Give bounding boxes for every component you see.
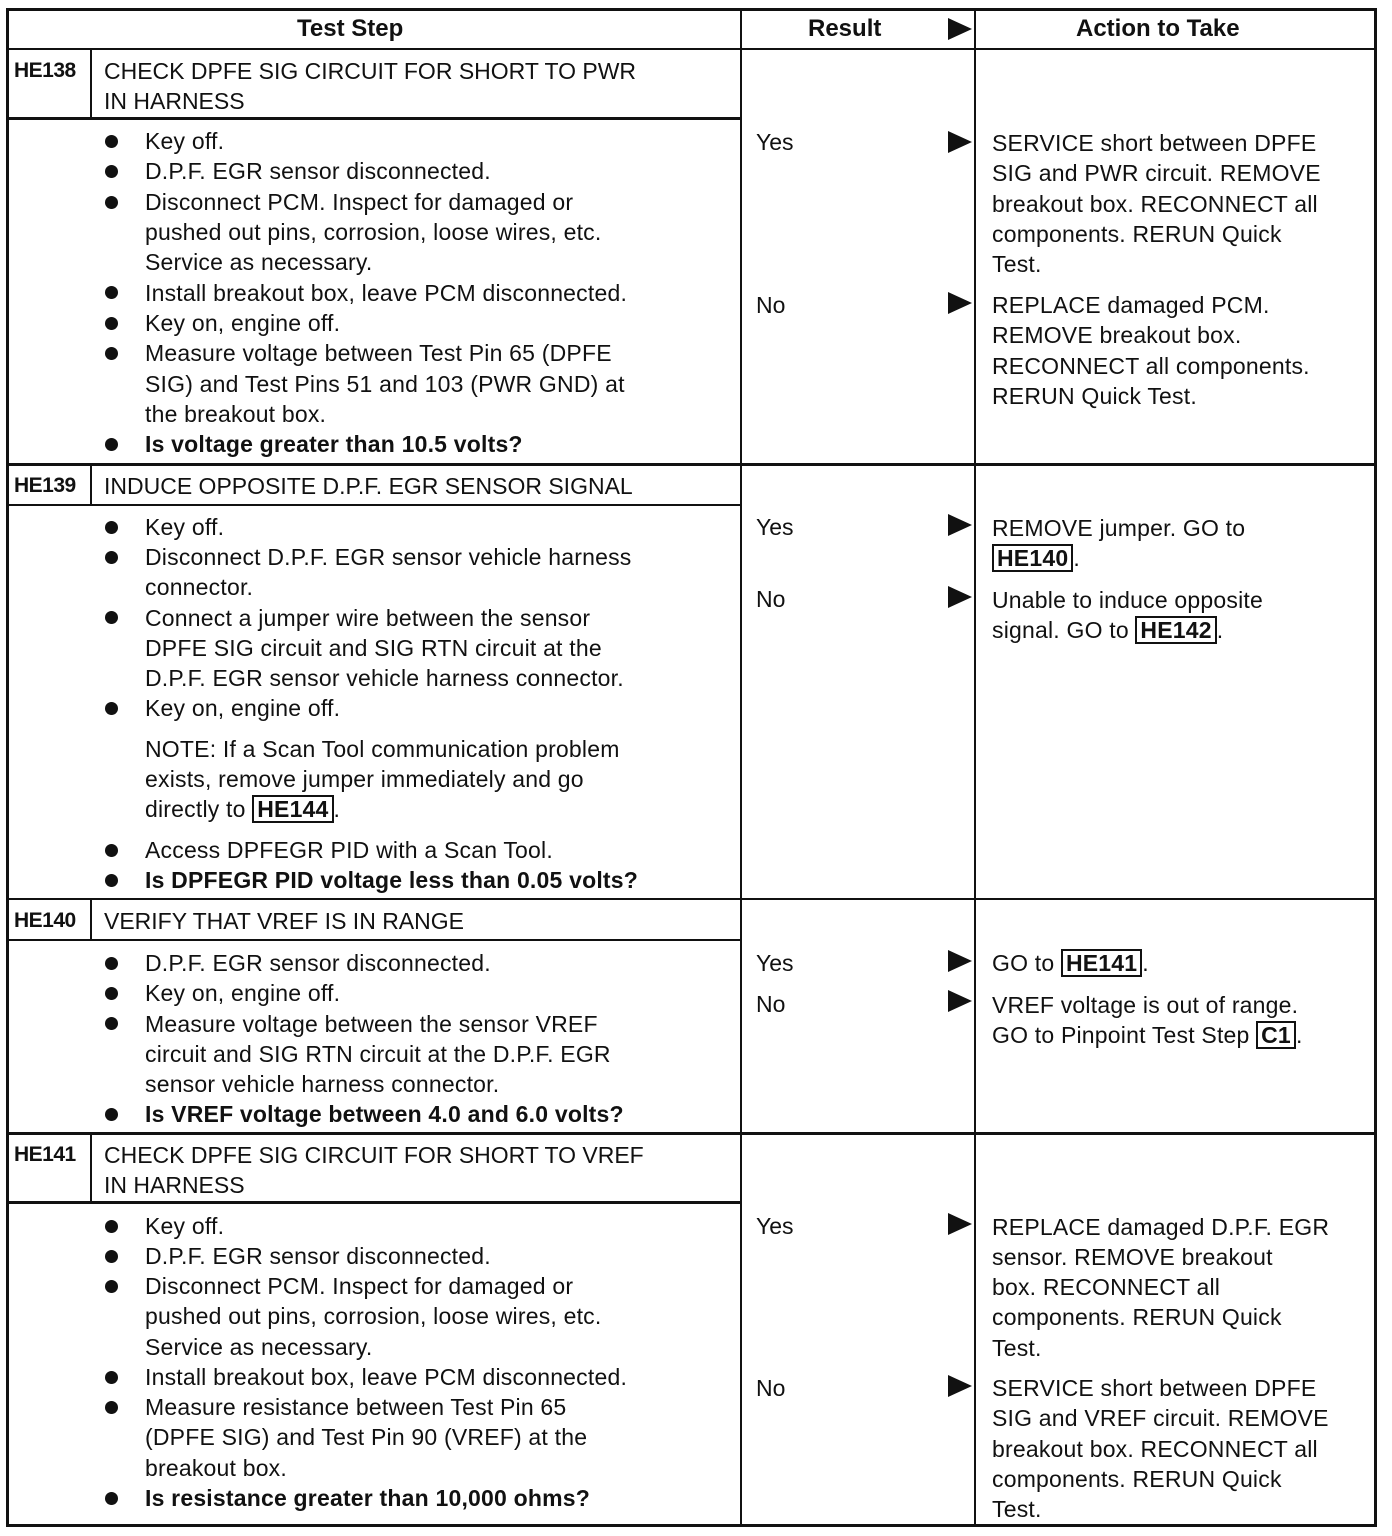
bullet-icon — [105, 286, 118, 299]
note-text: exists, remove jumper immediately and go — [145, 766, 584, 792]
action-text: signal. GO to HE142 . — [992, 617, 1224, 643]
action-text: VREF voltage is out of range. — [992, 992, 1299, 1018]
action-text-main: GO to — [992, 950, 1055, 976]
action-text: SERVICE short between DPFE — [992, 130, 1317, 156]
action-text-main: GO to Pinpoint Test Step — [992, 1022, 1250, 1048]
step-code: HE138 — [14, 59, 76, 82]
action-text: box. RECONNECT all — [992, 1274, 1221, 1300]
title-divider-4 — [6, 1201, 742, 1204]
step-divider-3 — [6, 1132, 1376, 1135]
title-divider-3 — [6, 939, 742, 941]
bullet-text: Key on, engine off. — [145, 310, 341, 336]
bullet-text: SIG) and Test Pins 51 and 103 (PWR GND) at — [145, 371, 625, 397]
bullet-icon — [105, 347, 118, 360]
bullet-text: Disconnect PCM. Inspect for damaged or — [145, 189, 574, 215]
border-right — [1374, 8, 1377, 1527]
bullet-text: Disconnect PCM. Inspect for damaged or — [145, 1273, 574, 1299]
title-divider-2 — [6, 504, 742, 506]
code-cell-border-3 — [90, 898, 92, 940]
bullet-text: connector. — [145, 574, 254, 600]
action-text: components. RERUN Quick — [992, 1304, 1282, 1330]
code-cell-border-4 — [90, 1132, 92, 1202]
border-bottom — [6, 1524, 1376, 1527]
bullet-text: Key on, engine off. — [145, 980, 341, 1006]
step-title-line: CHECK DPFE SIG CIRCUIT FOR SHORT TO PWR — [104, 58, 637, 84]
bullet-icon — [105, 1108, 118, 1121]
bullet-icon — [105, 611, 118, 624]
title-divider-1 — [6, 117, 742, 120]
result-no: No — [756, 586, 786, 612]
bullet-text: circuit and SIG RTN circuit at the D.P.F. EGR — [145, 1041, 611, 1067]
action-text: Test. — [992, 1496, 1042, 1522]
bullet-text: Key on, engine off. — [145, 695, 341, 721]
note-text: NOTE: If a Scan Tool communication problem — [145, 736, 620, 762]
header-result: Result — [808, 15, 882, 42]
bullet-icon — [105, 135, 118, 148]
action-text: Test. — [992, 1335, 1042, 1361]
bullet-text: Connect a jumper wire between the sensor — [145, 605, 591, 631]
bullet-icon — [105, 1371, 118, 1384]
result-arrow-icon — [948, 586, 972, 608]
bullet-icon — [105, 521, 118, 534]
bullet-question: Is DPFEGR PID voltage less than 0.05 volts? — [145, 867, 639, 893]
bullet-text: Service as necessary. — [145, 1334, 373, 1360]
header-divider — [6, 48, 1376, 50]
step-divider-1 — [6, 463, 1376, 466]
bullet-text: Measure voltage between Test Pin 65 (DPFE — [145, 340, 612, 366]
note-step-ref-link[interactable]: HE144 — [252, 795, 333, 823]
bullet-icon — [105, 551, 118, 564]
border-top — [6, 8, 1376, 11]
result-arrow-icon — [948, 514, 972, 536]
step-code: HE139 — [14, 474, 76, 497]
bullet-text: D.P.F. EGR sensor vehicle harness connector. — [145, 665, 624, 691]
step-title-line: VERIFY THAT VREF IS IN RANGE — [104, 908, 464, 934]
bullet-text: D.P.F. EGR sensor disconnected. — [145, 1243, 491, 1269]
bullet-icon — [105, 1401, 118, 1414]
bullet-text: Key off. — [145, 128, 225, 154]
step-code: HE140 — [14, 909, 76, 932]
action-text: HE140 . — [992, 543, 1080, 573]
header-test-step: Test Step — [297, 15, 404, 42]
action-text: REPLACE damaged D.P.F. EGR — [992, 1214, 1330, 1240]
bullet-text: Key off. — [145, 1213, 225, 1239]
action-text: GO to Pinpoint Test Step C1 . — [992, 1022, 1303, 1048]
bullet-text: D.P.F. EGR sensor disconnected. — [145, 158, 491, 184]
action-text: Unable to induce opposite — [992, 587, 1263, 613]
bullet-icon — [105, 1492, 118, 1505]
bullet-icon — [105, 844, 118, 857]
step-code: HE141 — [14, 1143, 76, 1166]
action-step-ref-link[interactable]: C1 — [1256, 1021, 1296, 1049]
note-text: directly to HE144 . — [145, 796, 341, 822]
action-text: components. RERUN Quick — [992, 1466, 1282, 1492]
action-text: sensor. REMOVE breakout — [992, 1244, 1273, 1270]
col-divider-action — [974, 8, 976, 1527]
bullet-icon — [105, 1250, 118, 1263]
bullet-text: DPFE SIG circuit and SIG RTN circuit at the — [145, 635, 602, 661]
step-title-line: IN HARNESS — [104, 88, 245, 114]
action-text: REPLACE damaged PCM. — [992, 292, 1270, 318]
bullet-question: Is resistance greater than 10,000 ohms? — [145, 1485, 591, 1511]
border-left — [6, 8, 9, 1527]
bullet-icon — [105, 317, 118, 330]
action-step-ref-link[interactable]: HE142 — [1135, 616, 1216, 644]
result-arrow-icon — [948, 990, 972, 1012]
bullet-text: Measure voltage between the sensor VREF — [145, 1011, 598, 1037]
action-text: GO to HE141 . — [992, 950, 1149, 976]
action-text: Test. — [992, 251, 1042, 277]
bullet-text: Install breakout box, leave PCM disconnected. — [145, 1364, 628, 1390]
action-text-main: signal. GO to — [992, 617, 1129, 643]
bullet-text: pushed out pins, corrosion, loose wires, etc. — [145, 219, 602, 245]
note-text-tail: directly to — [145, 796, 246, 822]
result-no: No — [756, 991, 786, 1017]
result-arrow-icon — [948, 950, 972, 972]
result-yes: Yes — [756, 514, 794, 540]
bullet-icon — [105, 702, 118, 715]
bullet-text: Service as necessary. — [145, 249, 373, 275]
bullet-text: Disconnect D.P.F. EGR sensor vehicle harness — [145, 544, 632, 570]
col-divider-result — [740, 8, 742, 1527]
action-text-main: REMOVE jumper. GO to — [992, 515, 1246, 541]
bullet-text: pushed out pins, corrosion, loose wires, etc. — [145, 1303, 602, 1329]
header-action: Action to Take — [1076, 15, 1240, 42]
bullet-question: Is voltage greater than 10.5 volts? — [145, 431, 523, 457]
action-text: SERVICE short between DPFE — [992, 1375, 1317, 1401]
bullet-icon — [105, 1220, 118, 1233]
bullet-text: Measure resistance between Test Pin 65 — [145, 1394, 567, 1420]
bullet-text: D.P.F. EGR sensor disconnected. — [145, 950, 491, 976]
bullet-text: sensor vehicle harness connector. — [145, 1071, 500, 1097]
result-no: No — [756, 292, 786, 318]
result-arrow-icon — [948, 292, 972, 314]
result-yes: Yes — [756, 950, 794, 976]
action-text: REMOVE breakout box. — [992, 322, 1242, 348]
code-cell-border-1 — [90, 48, 92, 118]
code-cell-border-2 — [90, 463, 92, 505]
bullet-text: (DPFE SIG) and Test Pin 90 (VREF) at the — [145, 1424, 588, 1450]
step-title-line: CHECK DPFE SIG CIRCUIT FOR SHORT TO VREF — [104, 1142, 644, 1168]
bullet-icon — [105, 438, 118, 451]
action-step-ref-link[interactable]: HE141 — [1061, 949, 1142, 977]
bullet-question: Is VREF voltage between 4.0 and 6.0 volts? — [145, 1101, 624, 1127]
action-text: breakout box. RECONNECT all — [992, 1436, 1318, 1462]
step-title-line: INDUCE OPPOSITE D.P.F. EGR SENSOR SIGNAL — [104, 473, 633, 499]
bullet-icon — [105, 874, 118, 887]
action-text: breakout box. RECONNECT all — [992, 191, 1318, 217]
action-step-ref-link[interactable]: HE140 — [992, 544, 1073, 572]
action-text: RERUN Quick Test. — [992, 383, 1197, 409]
step-divider-2 — [6, 898, 1376, 900]
action-text: components. RERUN Quick — [992, 221, 1282, 247]
bullet-icon — [105, 987, 118, 1000]
result-yes: Yes — [756, 129, 794, 155]
action-text — [992, 513, 1245, 543]
result-yes: Yes — [756, 1213, 794, 1239]
action-text: RECONNECT all components. — [992, 353, 1310, 379]
result-arrow-icon — [948, 1213, 972, 1235]
bullet-icon — [105, 1017, 118, 1030]
bullet-text: Install breakout box, leave PCM disconnected. — [145, 280, 628, 306]
bullet-text: Key off. — [145, 514, 225, 540]
bullet-icon — [105, 165, 118, 178]
action-text: SIG and PWR circuit. REMOVE — [992, 160, 1321, 186]
bullet-icon — [105, 196, 118, 209]
header-arrow-icon — [948, 18, 972, 40]
bullet-text: Access DPFEGR PID with a Scan Tool. — [145, 837, 553, 863]
bullet-text: breakout box. — [145, 1455, 287, 1481]
bullet-text: the breakout box. — [145, 401, 327, 427]
bullet-icon — [105, 957, 118, 970]
action-text: SIG and VREF circuit. REMOVE — [992, 1405, 1329, 1431]
result-no: No — [756, 1375, 786, 1401]
bullet-icon — [105, 1280, 118, 1293]
result-arrow-icon — [948, 131, 972, 153]
result-arrow-icon — [948, 1375, 972, 1397]
step-title-line: IN HARNESS — [104, 1172, 245, 1198]
